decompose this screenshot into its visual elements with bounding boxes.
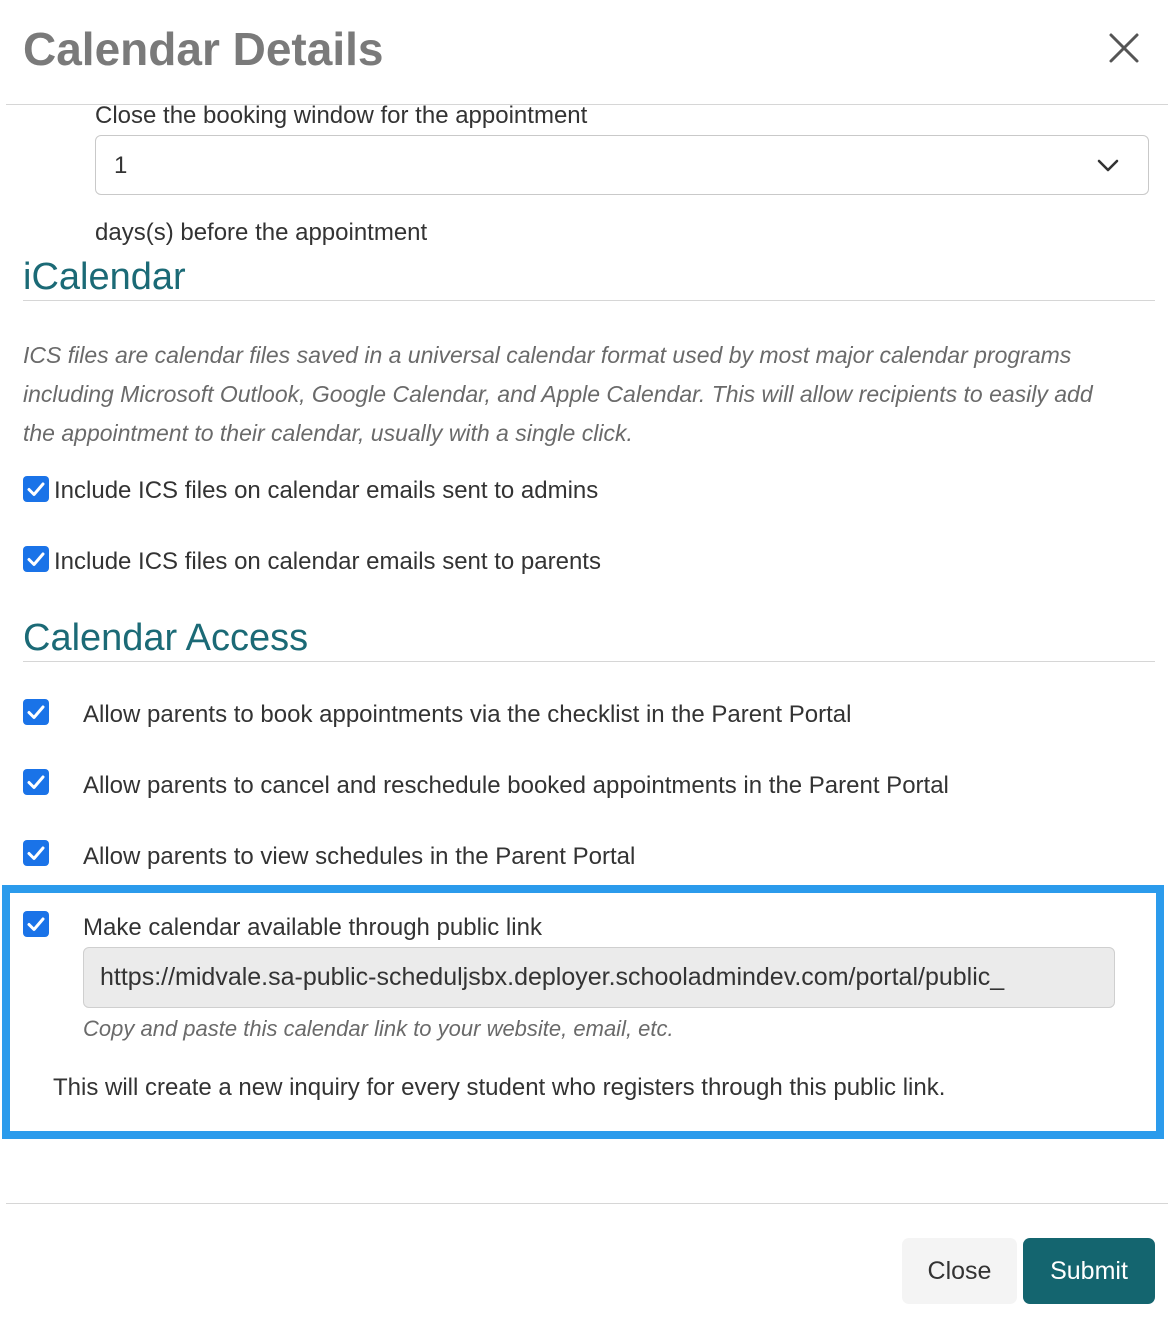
footer-divider (6, 1203, 1168, 1204)
close-button[interactable]: Close (902, 1238, 1017, 1304)
submit-button[interactable]: Submit (1023, 1238, 1155, 1304)
cancel-reschedule-checkbox[interactable] (23, 769, 49, 795)
public-link-label: Make calendar available through public link (83, 914, 542, 941)
chevron-down-icon (1096, 156, 1120, 176)
icalendar-heading: iCalendar (23, 256, 186, 298)
icalendar-description (23, 336, 1143, 453)
icalendar-divider (23, 300, 1155, 301)
ics-admins-checkbox[interactable] (23, 476, 49, 502)
booking-window-label: Close the booking window for the appointment (95, 102, 588, 129)
calendar-access-heading: Calendar Access (23, 617, 309, 659)
view-schedules-checkbox[interactable] (23, 840, 49, 866)
ics-parents-label: Include ICS files on calendar emails sent to parents (54, 548, 601, 575)
icalendar-description-line: including Microsoft Outlook, Google Calendar, and Apple Calendar. This will allow recipients to easily add (23, 381, 1093, 407)
cancel-reschedule-label: Allow parents to cancel and reschedule booked appointments in the Parent Portal (83, 772, 949, 799)
ics-admins-label: Include ICS files on calendar emails sent to admins (54, 477, 599, 504)
icalendar-description-line: the appointment to their calendar, usually with a single click. (23, 420, 633, 446)
booking-days-suffix: days(s) before the appointment (95, 219, 428, 246)
calendar-access-divider (23, 661, 1155, 662)
ics-parents-checkbox[interactable] (23, 546, 49, 572)
book-appointments-checkbox[interactable] (23, 699, 49, 725)
public-link-hint: Copy and paste this calendar link to your website, email, etc. (83, 1016, 674, 1041)
public-link-checkbox[interactable] (23, 911, 49, 937)
close-icon[interactable] (1104, 28, 1144, 68)
dialog-title: Calendar Details (23, 23, 384, 75)
public-link-note: This will create a new inquiry for every student who registers through this public link. (53, 1074, 946, 1101)
icalendar-description-line: ICS files are calendar files saved in a universal calendar format used by most major calendar programs (23, 342, 1072, 368)
view-schedules-label: Allow parents to view schedules in the Parent Portal (83, 843, 636, 870)
booking-days-select[interactable] (95, 135, 1149, 195)
booking-days-value: 1 (114, 152, 128, 179)
public-link-field[interactable]: https://midvale.sa-public-scheduljsbx.deployer.schooladmindev.com/portal/public_ (83, 947, 1115, 1008)
book-appointments-label: Allow parents to book appointments via the checklist in the Parent Portal (83, 701, 852, 728)
